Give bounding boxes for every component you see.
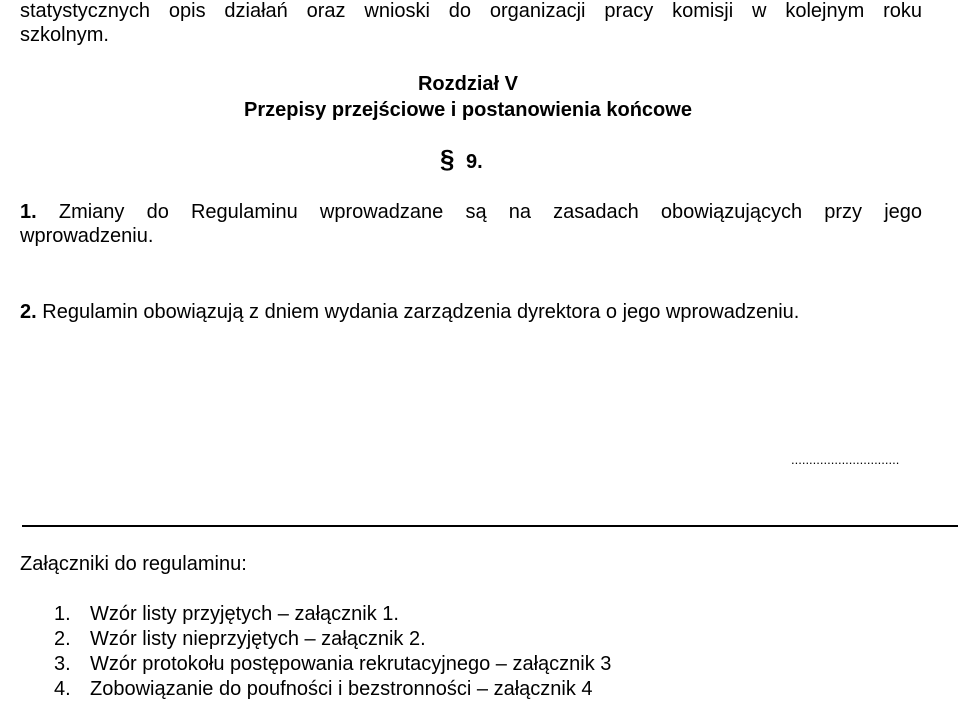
list-item-number: 4. bbox=[54, 678, 71, 700]
attachments-heading: Załączniki do regulaminu: bbox=[20, 553, 247, 575]
body-text-line: statystycznych opis działań oraz wnioski do organizacji pracy komisji w kolejnym roku bbox=[20, 0, 922, 22]
paragraph-text: Zmiany do Regulaminu wprowadzane są na zasadach obowiązujących przy jego bbox=[58, 201, 923, 223]
paragraph-number: 2. bbox=[20, 301, 37, 323]
signature-line: .............................. bbox=[791, 452, 900, 467]
divider bbox=[22, 525, 958, 527]
list-item-number: 3. bbox=[54, 653, 71, 675]
paragraph-2 bbox=[20, 300, 799, 324]
list-item bbox=[54, 652, 611, 676]
body-text-line: szkolnym. bbox=[20, 24, 109, 46]
paragraph-1-continuation: wprowadzeniu. bbox=[20, 225, 154, 247]
chapter-subtitle: Przepisy przejściowe i postanowienia końcowe bbox=[244, 99, 692, 121]
list-item bbox=[54, 677, 593, 701]
list-item-number: 2. bbox=[54, 628, 71, 650]
list-item-text: Zobowiązanie do poufności i bezstronności – załącznik 4 bbox=[90, 678, 593, 700]
section-marker bbox=[440, 146, 483, 175]
paragraph-1 bbox=[20, 200, 922, 224]
list-item bbox=[54, 602, 399, 626]
section-symbol: § bbox=[440, 144, 455, 174]
list-item-text: Wzór protokołu postępowania rekrutacyjnego – załącznik 3 bbox=[90, 653, 612, 675]
section-number: 9. bbox=[466, 151, 483, 173]
list-item bbox=[54, 627, 426, 651]
paragraph-text: Regulamin obowiązują z dniem wydania zarządzenia dyrektora o jego wprowadzeniu. bbox=[42, 301, 800, 323]
list-item-text: Wzór listy przyjętych – załącznik 1. bbox=[90, 603, 399, 625]
list-item-text: Wzór listy nieprzyjętych – załącznik 2. bbox=[90, 628, 426, 650]
list-item-number: 1. bbox=[54, 603, 71, 625]
chapter-title: Rozdział V bbox=[417, 73, 518, 95]
paragraph-number: 1. bbox=[20, 201, 37, 223]
